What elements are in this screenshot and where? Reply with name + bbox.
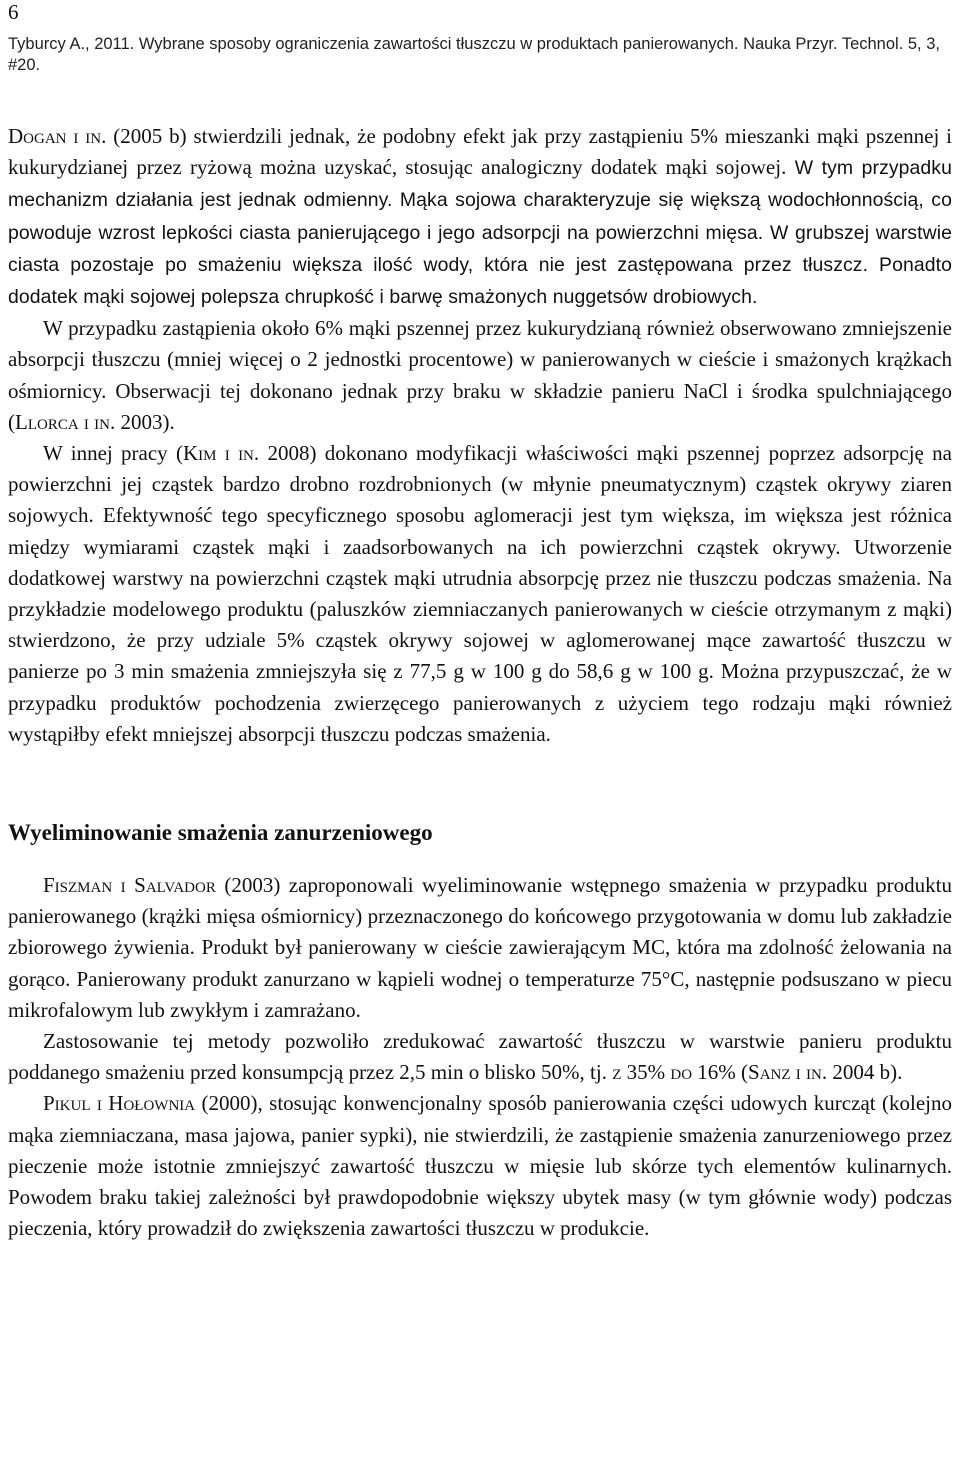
section-heading: Wyeliminowanie smażenia zanurzeniowego bbox=[8, 820, 433, 846]
paragraph-fiszman-text: (2003) zaproponowali wyeliminowanie wstępnego smażenia w przypadku produktu panierowanego (krążki mięsa ośmiornicy) przeznaczonego do końcowego przygotowania w domu lub zakładzie zbiorowego żywienia. Produkt był panierowany w cieście zawierającym MC, która ma zdolność żelowania na gorąco. Panierowany produkt zanurzano w kąpieli wodnej o temperaturze 75°C, następnie podsuszano w piecu mikrofalowym lub zwykłym i zamrażano. bbox=[8, 873, 952, 1022]
author-sanz: Sanz i in. bbox=[748, 1060, 828, 1085]
author-dogan: Dogan i in. bbox=[8, 124, 107, 148]
paragraph-fiszman bbox=[8, 870, 952, 1026]
paragraph-corn-flour-text: W przypadku zastąpienia około 6% mąki pszennej przez kukurydzianą również obserwowano zmniejszenie absorpcji tłuszczu (mniej więcej o 2 jednostki procentowe) w panierowanych w cieście i smażonych krążkach ośmiornicy. Obserwacji tej dokonano jednak przy braku w składzie panieru NaCl i środka spulchniającego ( bbox=[8, 316, 952, 434]
paragraph-dogan-text: (2005 b) stwierdzili jednak, że podobny efekt jak przy zastąpieniu 5% mieszanki mąki pszennej i kukurydzianej przez ryżową można uzyskać, stosując analogiczny dodatek mąki sojowej. bbox=[8, 124, 952, 180]
paragraph-kim-text: 2008) dokonano modyfikacji właściwości mąki pszennej poprzez adsorpcję na powierzchni jej cząstek bardzo drobno rozdrobnionych (w młynie pneumatycznym) cząstek okrywy ziaren sojowych. Efektywność tego specyficznego sposobu aglomeracji jest tym większa, im większa jest różnica między wymiarami cząstek mąki i zaadsorbowanych na ich powierzchni cząstek okrywy. Utworzenie dodatkowej warstwy na powierzchni cząstek mąki utrudnia absorpcję przez nie tłuszczu podczas smażenia. Na przykładzie modelowego produktu (paluszków ziemniaczanych panierowanych w cieście otrzymanym z mąki) stwierdzono, że przy udziale 5% cząstek okrywy sojowej w aglomerowanej mące zawartość tłuszczu w panierze po 3 min smażenia zmniejszyła się z 77,5 g w 100 g do 58,6 g w 100 g. Można przypuszczać, że w przypadku produktów pochodzenia zwierzęcego panierowanych z użyciem tego rodzaju mąki również wystąpiłby efekt mniejszej absorpcji tłuszczu podczas smażenia. bbox=[8, 441, 952, 746]
author-kim: Kim i in. bbox=[182, 441, 260, 466]
paragraph-sanz bbox=[8, 1026, 952, 1088]
paragraph-dogan bbox=[8, 121, 952, 313]
page bbox=[8, 0, 952, 1245]
paragraph-corn-flour bbox=[8, 313, 952, 438]
paragraph-pikul-text: (2000), stosując konwencjonalny sposób panierowania części udowych kurcząt (kolejno mąka ziemniaczana, masa jajowa, panier sypki), nie stwierdzili, że zastąpienie smażenia zanurzeniowego przez pieczenie może istotnie zmniejszyć zawartość tłuszczu w mięsie lub skórze tych elementów kulinarnych. Powodem braku takiej zależności był prawdopodobnie większy ubytek masy (w tym głównie wody) podczas pieczenia, który prowadził do zwiększenia zawartości tłuszczu w produkcie. bbox=[8, 1091, 952, 1241]
paragraph-kim-start: W innej pracy ( bbox=[43, 441, 183, 466]
running-citation: Tyburcy A., 2011. Wybrane sposoby ograniczenia zawartości tłuszczu w produktach panierowanych. Nauka Przyr. Technol. 5, 3, #20. bbox=[8, 35, 940, 74]
author-pikul: Pikul i Hołownia bbox=[43, 1091, 196, 1116]
paragraph-sanz-end: 2004 b). bbox=[827, 1060, 903, 1085]
paragraph-pikul bbox=[8, 1088, 952, 1244]
paragraph-dogan-sans-text: W tym przypadku mechanizm działania jest jednak odmienny. Mąka sojowa charakteryzuje się większą wodochłonnością, co powoduje wzrost lepkości ciasta panierującego i jego adsorpcji na powierzchni mięsa. W grubszej warstwie ciasta pozostaje po smażeniu większa ilość wody, która nie jest zastępowana przez tłuszcz. Ponadto dodatek mąki sojowej polepsza chrupkość i barwę smażonych nuggetsów drobiowych. bbox=[8, 157, 952, 309]
author-llorca: Llorca i in. bbox=[15, 409, 116, 434]
author-fiszman: Fiszman i Salvador bbox=[43, 873, 216, 898]
paragraph-kim bbox=[8, 438, 952, 750]
paragraph-sanz-small: z 35% do 16% ( bbox=[612, 1060, 749, 1085]
paragraph-sanz-text: Zastosowanie tej metody pozwoliło zredukować zawartość tłuszczu w warstwie panieru produktu poddanego smażeniu przed konsumpcją przez 2,5 min o blisko 50%, tj. bbox=[8, 1029, 952, 1085]
paragraph-corn-flour-end: 2003). bbox=[115, 409, 175, 434]
page-number: 6 bbox=[8, 0, 19, 24]
